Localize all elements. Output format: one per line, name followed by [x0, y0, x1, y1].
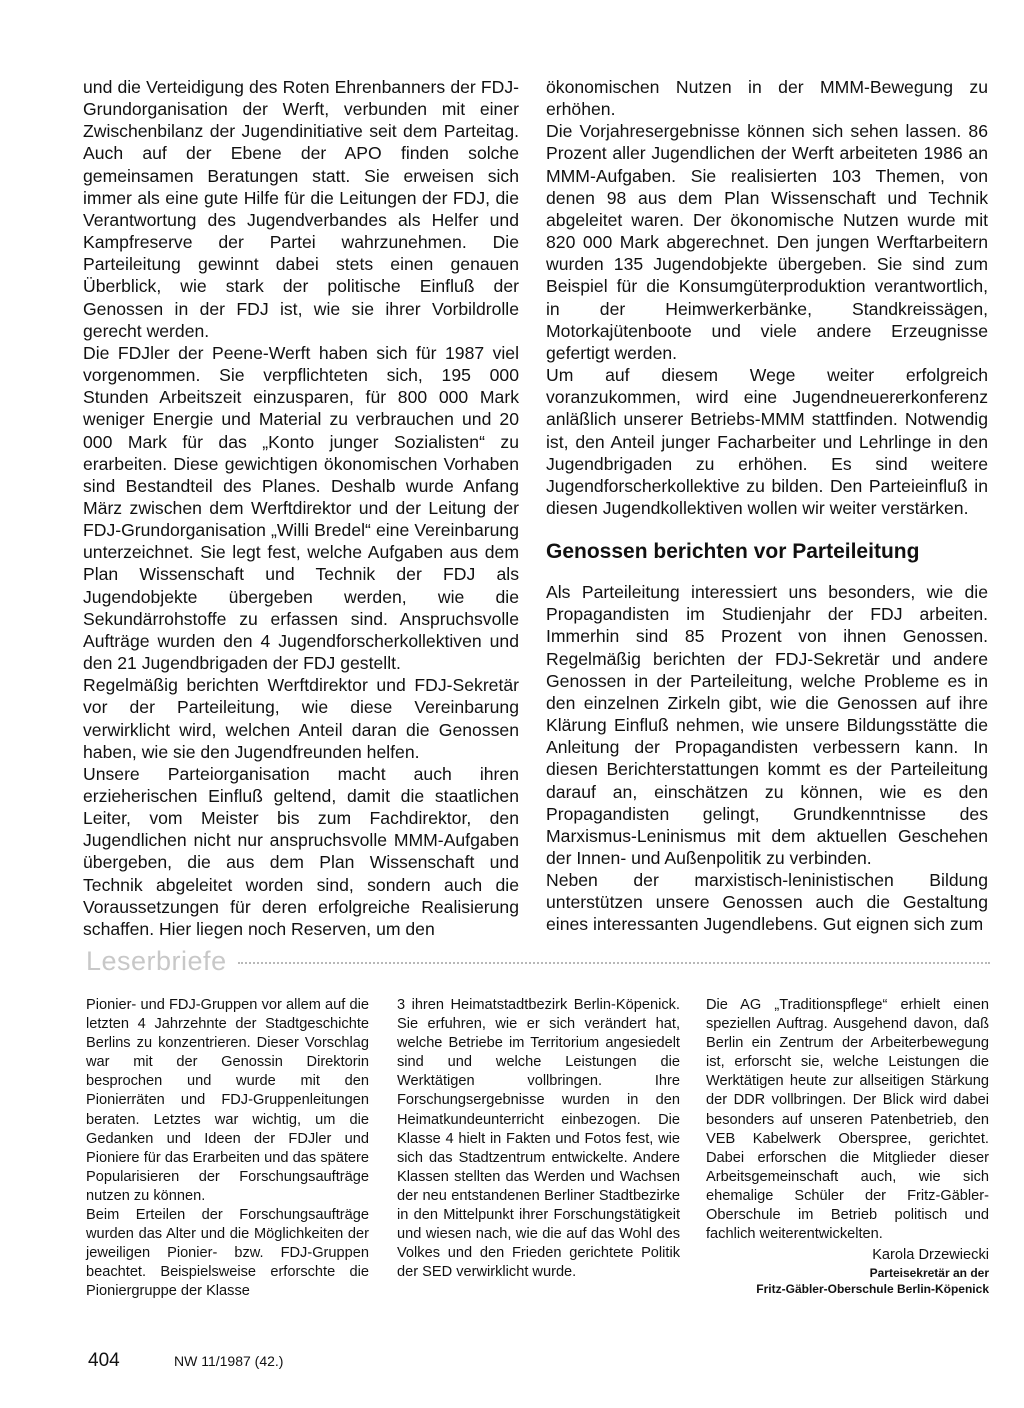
- paragraph: Die Vorjahresergebnisse können sich sehen lassen. 86 Prozent aller Jugendlichen der Werft arbeiteten 1986 an MMM-Aufgaben. Sie realisierten 103 Themen, von denen 98 aus dem Plan Wissenschaft und Technik abgeleitet waren. Der ökonomische Nutzen wurde mit 820 000 Mark abgerechnet. Den jungen Werftarbeitern wurden 135 Jugendobjekte übergeben. Sie sind zum Beispiel für die Konsumgüterproduktion verantwortlich, in der Heimwerkerbänke, Standkreissägen, Motorkajütenboote und viele andere Erzeugnisse gefertigt werden.: [546, 121, 988, 363]
- section-heading: Genossen berichten vor Parteileitung: [546, 540, 920, 564]
- article-column-right: [546, 76, 988, 936]
- page-number: 404: [88, 1350, 120, 1371]
- letter-author: Karola Drzewiecki: [872, 1247, 989, 1264]
- paragraph: Die AG „Traditionspflege“ erhielt einen speziellen Auftrag. Ausgehend davon, daß Berlin ein Zentrum der Arbeiterbewegung ist, erforscht sie, welche Leistungen die Werktätigen heute zur allseitigen Stärkung der DDR vollbringen. Der Blick wird dabei besonders auf unseren Patenbetrieb, den VEB Kabelwerk Oberspree, gerichtet. Dabei erforschen die Mitglieder dieser Arbeitsgemeinschaft auch, wie sich ehemalige Schüler der Fritz-Gäbler-Oberschule im Betrieb politisch und fachlich weiterentwickelten.: [706, 997, 989, 1243]
- paragraph: Unsere Parteiorganisation macht auch ihren erzieherischen Einfluß geltend, damit die staatlichen Leiter, vom Meister bis zum Fachdirektor, den Jugendlichen nicht nur anspruchsvolle MMM-Aufgaben übergeben, die aus dem Plan Wissenschaft und Technik abgeleitet worden sind, sondern auch die Voraussetzungen für deren erfolgreiche Realisierung schaffen. Hier liegen noch Reserven, um den: [83, 763, 519, 939]
- paragraph: 3 ihren Heimatstadtbezirk Berlin-Köpenick. Sie erfuhren, wie er sich verändert hat, welche Betriebe im Territorium angesiedelt sind und welche Leistungen die Werktätigen vollbringen. Ihre Forschungsergebnisse wurden in den Heimatkundeunterricht einbezogen. Die Klasse 4 hielt in Fakten und Fotos fest, wie sich das Stadtzentrum entwickelte. Andere Klassen stellten das Werden und Wachsen der neu entstandenen Berliner Stadtbezirke in den Mittelpunkt ihrer Forschungstätigkeit und wiesen nach, wie die auf das Wohl des Volkes und den Frieden gerichtete Politik der SED verwirklicht wurde.: [397, 997, 680, 1281]
- paragraph: Pionier- und FDJ-Gruppen vor allem auf die letzten 4 Jahrzehnte der Stadtgeschichte Berlins zu konzentrieren. Dieser Vorschlag war mit der Genossin Direktorin besprochen und wurde mit den Pionierräten und FDJ-Gruppenleitungen beraten. Letztes war wichtig, um die Gedanken und Ideen der FDJler und Pioniere für das Erarbeiten und das spätere Popularisieren der Forschungsaufträge nutzen zu können.: [86, 997, 369, 1204]
- section-divider: [238, 962, 990, 964]
- letters-column-3: [706, 996, 989, 1297]
- letters-column-2: [397, 996, 680, 1282]
- paragraph: Regelmäßig berichten Werftdirektor und FDJ-Sekretär vor der Parteileitung, wie diese Vereinbarung verwirklicht wird, welchen Anteil daran die Genossen haben, wie sie den Jugendfreunden helfen.: [83, 675, 519, 762]
- paragraph: Die FDJler der Peene-Werft haben sich für 1987 viel vorgenommen. Sie verpflichteten sich, 195 000 Stunden Arbeitszeit einzusparen, für 800 000 Mark weniger Energie und Material zu verbrauchen und 20 000 Mark für das „Konto junger Sozialisten“ zu erarbeiten. Diese gewichtigen ökonomischen Vorhaben sind Bestandteil des Planes. Deshalb wurde Anfang März zwischen dem Werftdirektor und der Leitung der FDJ-Grundorganisation „Willi Bredel“ eine Vereinbarung unterzeichnet. Sie legt fest, welche Aufgaben aus dem Plan Wissenschaft und Technik der FDJ als Jugendobjekte übergeben werden, wie die Sekundärrohstoffe zu erfassen sind. Anspruchsvolle Aufträge wurden den 4 Jugendforscherkollektiven und den 21 Jugendbrigaden der FDJ gestellt.: [83, 342, 519, 674]
- paragraph: ökonomischen Nutzen in der MMM-Bewegung zu erhöhen.: [546, 77, 988, 120]
- paragraph: Als Parteileitung interessiert uns besonders, wie die Propagandisten im Studienjahr der FDJ arbeiten. Immerhin sind 85 Prozent von ihnen Genossen. Regelmäßig berichten der FDJ-Sekretär und andere Genossen in der Parteileitung, welche Probleme es in den einzelnen Zirkeln gibt, wie die Genossen auf ihre Klärung Einfluß nehmen, wie unsere Bildungsstätte die Anleitung der Propagandisten verbessern kann. In diesen Berichterstattungen kommt es der Parteileitung darauf an, einschätzen zu können, wie es den Propagandisten gelingt, Grundkenntnisse des Marxismus-Leninismus mit dem aktuellen Geschehen der Innen- und Außenpolitik zu verbinden.: [546, 582, 988, 868]
- paragraph: Neben der marxistisch-leninistischen Bildung unterstützen unsere Genossen auch die Gestaltung eines interessanten Jugendlebens. Gut eignen sich zum: [546, 870, 988, 935]
- letters-section-header: Leserbriefe: [86, 946, 227, 976]
- author-affiliation: Fritz-Gäbler-Oberschule Berlin-Köpenick: [756, 1282, 989, 1297]
- article-column-left: [83, 76, 519, 940]
- paragraph: Beim Erteilen der Forschungsaufträge wurden das Alter und die Möglichkeiten der jeweiligen Pionier- bzw. FDJ-Gruppen beachtet. Beispielsweise erforschte die Pioniergruppe der Klasse: [86, 1207, 369, 1300]
- paragraph: und die Verteidigung des Roten Ehrenbanners der FDJ-Grundorganisation der Werft, verbunden mit einer Zwischenbilanz der Jugendinitiative seit dem Parteitag. Auch auf der Ebene der APO finden solche gemeinsamen Beratungen statt. Sie erweisen sich immer als eine gute Hilfe für die Leitungen der FDJ, die Verantwortung des Jugendverbandes als Helfer und Kampfreserve der Partei wahrzunehmen. Die Parteileitung gewinnt dabei stets einen genauen Überblick, wie stark der politische Einfluß der Genossen in der FDJ ist, wie sie ihrer Vorbildrolle gerecht werden.: [83, 77, 519, 341]
- letters-column-1: [86, 996, 369, 1302]
- issue-reference: NW 11/1987 (42.): [174, 1353, 284, 1369]
- paragraph: Um auf diesem Wege weiter erfolgreich voranzukommen, wird eine Jugendneuererkonferenz anläßlich unserer Betriebs-MMM stattfinden. Notwendig ist, den Anteil junger Facharbeiter und Lehrlinge in den Jugendbrigaden zu erhöhen. Es sind weitere Jugendforscherkollektive zu bilden. Den Parteieinfluß in diesen Jugendkollektiven wollen wir weiter verstärken.: [546, 365, 988, 518]
- author-role: Parteisekretär an der: [869, 1266, 989, 1281]
